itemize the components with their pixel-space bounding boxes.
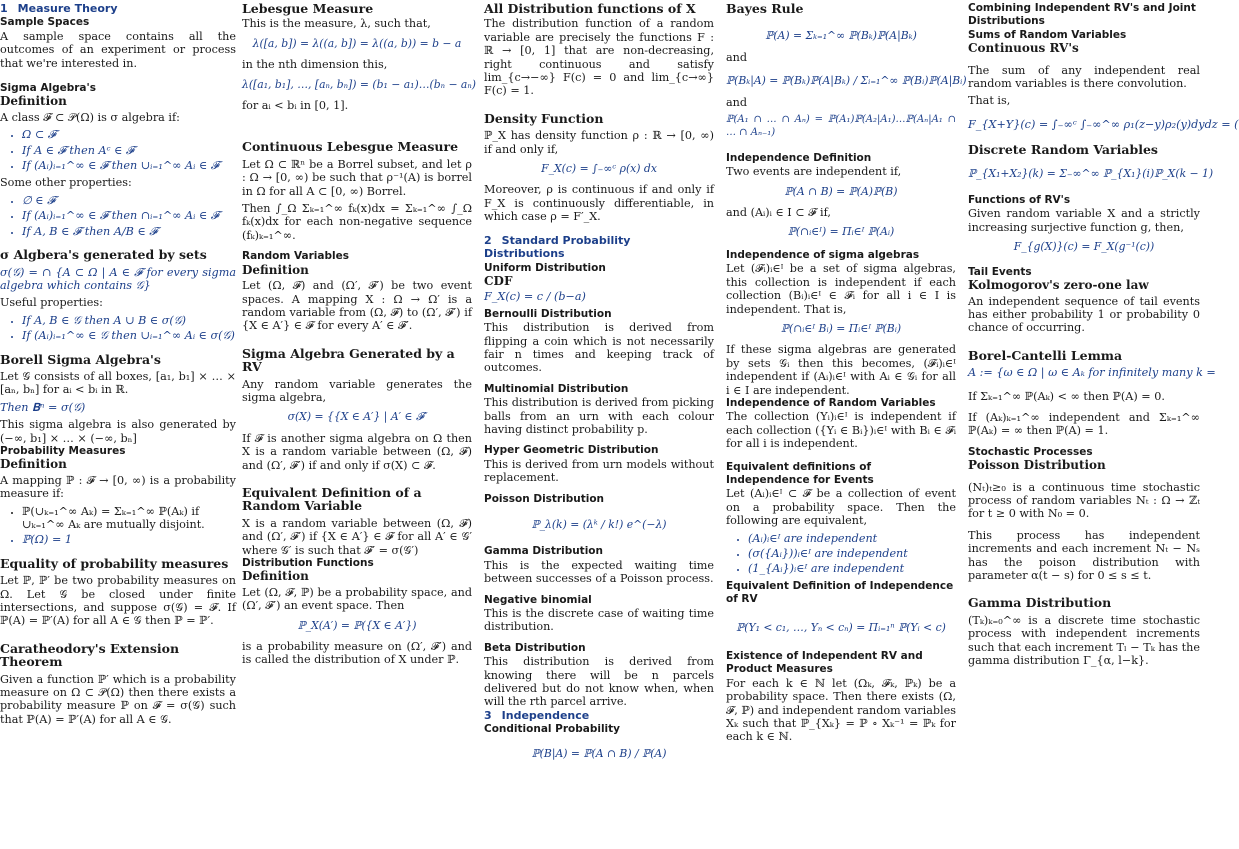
bayes-equation-1: ℙ(A) = Σₖ₌₁^∞ ℙ(Bₖ)ℙ(A|Bₖ) [765,29,917,43]
probability-measure-text: A mapping ℙ : 𝓕 → [0, ∞) is a probability measure if: [0,473,236,501]
gamma-heading: Gamma Distribution [484,545,603,558]
distribution-equation: ℙ_X(A′) = ℙ({X ∈ A′}) [297,618,417,632]
independence-sigma-text-2: If these sigma algebras are generated by sets 𝒢ᵢ then this becomes, (𝓕ᵢ)ᵢ∈ᴵ independent if (Aᵢ)ᵢ∈ᴵ with Aᵢ ∈ 𝒢ᵢ for all i ∈ I are independent. [726,343,956,397]
sums-heading: Sums of Random Variables [968,28,1127,41]
beta-text: This distribution is derived from knowing there will be n parcels delivered but do not know when, when will the rth parcel arrive. [484,655,714,709]
probability-measures-heading: Probability Measures [0,444,126,457]
borell-text: Let 𝒢 consists of all boxes, [a₁, b₁] × … × [aₙ, bₙ] for aᵢ < bᵢ in ℝ. [0,369,236,397]
sigma-algebras-heading: Sigma Algebra's [0,82,96,95]
sigma-generated-text: Any random variable generates the sigma algebra, [242,377,472,404]
list-item: • Ω ⊂ 𝓕 [22,128,236,141]
nth-dimension-equation: λ([a₁, b₁], …, [aₙ, bₙ]) = (b₁ − a₁)…(bₙ − aₙ) [242,77,476,91]
combining-heading: Combining Independent RV's and Joint Distributions [968,2,1196,28]
existence-text: For each k ∈ ℕ let (Ωₖ, 𝓕ₖ, ℙₖ) be a probability space. Then there exists (Ω, 𝓕, ℙ) and independent random variables Xₖ such that ℙ_{Xₖ} = ℙ ∘ Xₖ⁻¹ = ℙₖ for each k ∈ ℕ. [726,676,956,744]
caratheodory-text: Given a function ℙ′ which is a probability measure on Ω ⊂ 𝒫(Ω) then there exists a probability measure ℙ on 𝓕 = σ(𝒢) such that ℙ(A) = ℙ′(A) for all A ∈ 𝒢. [0,672,236,726]
borel-cantelli-equation: A := {ω ∈ Ω | ω ∈ Aₖ for infinitely many k = [968,366,1216,380]
independence-rv-text: The collection (Yᵢ)ᵢ∈ᴵ is independent if each collection ({Yᵢ ∈ Bᵢ})ᵢ∈ᴵ with Bᵢ ∈ 𝓕ᵢ for all i is independent. [726,410,956,451]
column-2 [242,1,476,671]
useful-properties-text: Useful properties: [0,296,103,310]
negative-binomial-heading: Negative binomial [484,593,592,606]
other-properties-list [0,194,236,238]
sigma-generated-rv-heading: Sigma Algebra Generated by a RV [242,345,455,375]
distribution-text: Let (Ω, 𝓕, ℙ) be a probability space, and (Ω′, 𝓕′) an event space. Then [242,585,472,613]
multinomial-heading: Multinomial Distribution [484,382,629,395]
that-is-text: That is, [968,94,1011,108]
density-text-2: Moreover, ρ is continuous if and only if F_X is continuously differentiable, in which case ρ = F′_X. [484,183,714,224]
sigma-definition-list [0,128,236,172]
section-title: Measure Theory [17,2,118,15]
list-item: • ∅ ∈ 𝓕 [22,194,236,207]
independence-rv-heading: Independence of Random Variables [726,396,936,409]
lebesgue-text: This is the measure, λ, such that, [242,17,431,31]
independence-definition-text: Two events are independent if, [726,165,902,179]
list-item: • If A, B ∈ 𝒢 then A ∪ B ∈ σ(𝒢) [22,314,236,327]
conditional-probability-equation: ℙ(B|A) = ℙ(A ∩ B) / ℙ(A) [531,746,667,760]
poisson-equation: ℙ_λ(k) = (λᵏ / k!) e^(−λ) [531,518,667,531]
bernoulli-text: This distribution is derived from flipping a coin which is not necessarily fair n times and keeping track of outcomes. [484,321,714,375]
beta-heading: Beta Distribution [484,641,586,654]
definition-heading: Definition [0,457,67,472]
density-equation: F_X(c) = ∫₋∞ᶜ ρ(x) dx [541,162,657,176]
probability-measure-list [0,505,236,547]
distribution-functions-heading: Distribution Functions [242,557,374,569]
section-number: 1 [0,2,8,15]
sigma-generated-equation: σ(X) = {{X ∈ A′} | A′ ∈ 𝓕′ [287,410,427,424]
borell-then: Then 𝐁ⁿ = σ(𝒢) [0,400,86,414]
density-heading: Density Function [484,110,604,126]
lebesgue-equation: λ([a, b]) = λ((a, b]) = λ((a, b)) = b − a [252,36,462,50]
kolmogorov-text: An independent sequence of tail events has either probability 1 or probability 0 chance of occurring. [968,294,1200,335]
hypergeometric-heading: Hyper Geometric Distribution [484,444,659,457]
random-variables-heading: Random Variables [242,250,349,263]
column-4 [726,1,967,748]
gamma-text: This is the expected waiting time between successes of a Poisson process. [484,558,714,586]
poisson-heading: Poisson Distribution [484,492,605,505]
and-text: and [726,50,748,64]
list-item: • (1_{Aᵢ})ᵢ∈ᴵ are independent [748,562,956,575]
equivalent-definition-text: X is a random variable between (Ω, 𝓕) and (Ω′, 𝓕′) if {X ∈ A′} ∈ 𝓕 for all A′ ∈ 𝒢′ where 𝒢′ is such that 𝓕′ = σ(𝒢′) [242,516,472,557]
convolution-equation: F_{X+Y}(c) = ∫₋∞ᶜ ∫₋∞^∞ ρ₁(z−y)ρ₂(y)dydz = ( [968,117,1239,131]
random-variable-text: Let (Ω, 𝓕) and (Ω′, 𝓕′) be two event spaces. A mapping X : Ω → Ω′ is a random variable from (Ω, 𝓕) to (Ω′, 𝓕′) if {X ∈ A′} ∈ 𝓕 for every A′ ∈ 𝓕′. [242,279,472,333]
equivalent-independence-heading: Equivalent definitions of Independence for Events [726,460,874,486]
hypergeometric-text: This is derived from urn models without replacement. [484,457,714,485]
gamma-distribution-text: (Tₖ)ₖ₌₀^∞ is a discrete time stochastic process with independent increments such that each increment Tₗ − Tₖ has the gamma distribution Γ_{α, l−k}. [968,613,1200,668]
independence-text-2: and (Aᵢ)ᵢ ∈ I ⊂ 𝓕 if, [726,206,831,220]
equivalent-independence-text: Let (Aᵢ)ᵢ∈ᴵ ⊂ 𝓕 be a collection of event on a probability space. Then the following are equivalent, [726,487,956,528]
continuous-lebesgue-heading: Continuous Lebesgue Measure [242,139,459,155]
other-properties-text: Some other properties: [0,176,132,190]
nth-dimension-text: in the nth dimension this, [242,58,388,72]
equivalent-definition-heading: Equivalent Definition of a Random Variable [242,484,422,514]
borel-cantelli-text-1: If Σₖ₌₁^∞ ℙ(Aₖ) < ∞ then ℙ(A) = 0. [968,389,1165,403]
list-item: • ℙ(Ω) = 1 [22,533,236,546]
density-text: ℙ_X has density function ρ : ℝ → [0, ∞) if and only if, [484,129,714,156]
discrete-equation: ℙ_{X₁+X₂}(k) = Σ₋∞^∞ ℙ_{X₁}(i)ℙ_X(k − 1) [968,166,1214,180]
multinomial-text: This distribution is derived from picking balls from an urn with each colour having distinct probability p. [484,396,714,436]
uniform-heading: Uniform Distribution [484,261,606,274]
borell-also: This sigma algebra is also generated by (−∞, b₁] × … × (−∞, bₙ] [0,418,236,445]
list-item: • If A, B ∈ 𝓕 then A/B ∈ 𝓕 [22,225,236,238]
all-distribution-text: The distribution function of a random variable are precisely the functions F : ℝ → [0, 1] that are non-decreasing, right continuous and satisfy lim_{c→−∞} F(c) = 0 and lim_{c→∞} F(c) = 1. [484,17,714,98]
sigma-generated-text-2: If 𝓕 is another sigma algebra on Ω then X is a random variable between (Ω, 𝓕) and (Ω′, 𝓕′) if and only if σ(X) ⊂ 𝓕. [242,431,472,472]
tail-events-heading: Tail Events [968,265,1032,278]
definition-heading: Definition [242,569,309,584]
section-number: 2 [484,233,492,247]
list-item: • ℙ(∪ₖ₌₁^∞ Aₖ) = Σₖ₌₁^∞ ℙ(Aₖ) if ∪ₖ₌₁^∞ Aₖ are mutually disjoint. [22,505,236,532]
independence-sigma-equation: ℙ(∩ᵢ∈ᴵ Bᵢ) = Πᵢ∈ᴵ ℙ(Bᵢ) [780,321,902,335]
section-1-heading [0,2,236,15]
section-title: Independence [501,708,590,722]
generated-sigma-definition: σ(𝒢) = ∩ {A ⊂ Ω | A ∈ 𝓕 for every sigma algebra which contains 𝒢} [0,265,236,292]
definition-heading: Definition [242,262,309,277]
equivalent-rv-heading: Equivalent Definition of Independence of RV [726,579,954,606]
continuous-rv-heading: Continuous RV's [968,41,1079,56]
list-item: • If (Aᵢ)ᵢ₌₁^∞ ∈ 𝓕 then ∩ᵢ₌₁^∞ Aᵢ ∈ 𝓕 [22,209,236,222]
lebesgue-heading: Lebesgue Measure [242,1,374,16]
poisson-process-text-1: (Nₜ)ₜ≥₀ is a continuous time stochastic process of random variables Nₜ : Ω → ℤₜ for t ≥ 0 with N₀ = 0. [968,480,1200,521]
bernoulli-heading: Bernoulli Distribution [484,307,612,320]
functions-rv-text: Given random variable X and a strictly increasing surjective function g, then, [968,207,1200,234]
independence-equation-1: ℙ(A ∩ B) = ℙ(A)ℙ(B) [784,184,898,198]
negative-binomial-text: This is the discrete case of waiting time distribution. [484,607,714,634]
column-5 [968,2,1239,671]
section-number: 3 [484,708,492,722]
equivalent-independence-list [726,532,956,576]
poisson-distribution-heading: Poisson Distribution [968,458,1106,473]
equality-heading: Equality of probability measures [0,555,229,571]
cdf-equation: F_X(c) = c / (b−a) [484,290,586,304]
section-title: Standard Probability Distributions [484,233,631,261]
bayes-equation-3: ℙ(A₁ ∩ … ∩ Aₙ) = ℙ(A₁)ℙ(A₂|A₁)…ℙ(Aₙ|A₁ ∩ … ∩ Aₙ₋₁) [726,114,956,139]
and-text: and [726,95,748,109]
equality-text: Let ℙ, ℙ′ be two probability measures on Ω. Let 𝒢 be closed under finite intersections, and suppose σ(𝒢) = 𝓕. If ℙ(A) = ℙ′(A) for all A ∈ 𝒢 then ℙ = ℙ′. [0,574,236,628]
for-text: for aᵢ < bᵢ in [0, 1]. [242,99,349,113]
caratheodory-heading: Caratheodory's Extension Theorem [0,640,180,670]
existence-heading: Existence of Independent RV and Product Measures [726,650,923,676]
definition-heading: Definition [0,94,67,109]
independence-sigma-heading: Independence of sigma algebras [726,248,920,261]
column-3 [484,2,714,768]
discrete-rv-heading: Discrete Random Variables [968,142,1158,158]
borel-cantelli-text-2: If (Aₖ)ₖ₌₁^∞ independent and Σₖ₌₁^∞ ℙ(Aₖ) = ∞ then ℙ(A) = 1. [968,410,1200,438]
generated-sigma-heading: σ Algbera's generated by sets [0,247,207,263]
functions-equation: F_{g(X)}(c) = F_X(g⁻¹(c)) [1013,240,1155,254]
cdf-heading: CDF [484,273,513,288]
gamma-distribution-heading: Gamma Distribution [968,595,1112,611]
continuous-lebesgue-text: Let Ω ⊂ ℝⁿ be a Borrel subset, and let ρ : Ω → [0, ∞) be such that ρ⁻¹(A) is borrel in Ω for all A ⊂ [0, ∞) Borrel. [242,157,472,198]
equivalent-rv-equation: ℙ(Y₁ < c₁, …, Yₙ < cₙ) = Πᵢ₌₁ⁿ ℙ(Yᵢ < c) [736,620,946,634]
section-3-heading [484,709,714,722]
distribution-text-2: is a probability measure on (Ω′, 𝓕′) and is called the distribution of X under ℙ. [242,640,472,667]
list-item: • If (Aᵢ)ᵢ₌₁^∞ ∈ 𝓕 then ∪ᵢ₌₁^∞ Aᵢ ∈ 𝓕 [22,159,236,172]
list-item: • If A ∈ 𝓕 then Aᶜ ∈ 𝓕 [22,144,236,157]
sigma-definition-text: A class 𝓕 ⊂ 𝒫(Ω) is σ algebra if: [0,110,180,124]
borell-heading: Borell Sigma Algebra's [0,351,161,367]
then-text: Then ∫_Ω Σₖ₌₁^∞ fₖ(x)dx = Σₖ₌₁^∞ ∫_Ω fₖ(x)dx for each non-negative sequence (fₖ)ₖ₌₁^∞. [242,202,472,242]
all-distribution-heading: All Distribution functions of X [484,1,696,16]
stochastic-processes-heading: Stochastic Processes [968,445,1093,458]
column-1 [0,2,236,730]
kolmogorov-heading: Kolmogorov's zero-one law [968,278,1149,293]
independence-definition-heading: Independence Definition [726,151,872,164]
continuous-rv-text: The sum of any independent real random variables is there convolution. [968,63,1200,91]
independence-sigma-text: Let (𝓕ᵢ)ᵢ∈ᴵ be a set of sigma algebras, this collection is independent if each collection (Bᵢ)ᵢ∈ᴵ ∈ 𝓕ᵢ for all i ∈ I is independent. That is, [726,262,956,316]
bayes-heading: Bayes Rule [726,1,804,16]
section-2-heading [484,234,714,261]
poisson-process-text-2: This process has independent increments and each increment Nₜ − Nₛ has the poison distribution with parameter α(t − s) for 0 ≤ s ≤ t. [968,528,1200,582]
list-item: • If (Aᵢ)ᵢ₌₁^∞ ∈ 𝒢 then ∪ᵢ₌₁^∞ Aᵢ ∈ σ(𝒢) [22,329,236,342]
functions-rv-heading: Functions of RV's [968,194,1071,207]
bayes-equation-2: ℙ(Bₖ|A) = ℙ(Bₖ)ℙ(A|Bₖ) / Σᵢ₌₁^∞ ℙ(Bᵢ)ℙ(A|Bᵢ) [726,74,967,88]
independence-equation-2: ℙ(∩ᵢ∈ᴵ) = Πᵢ∈ᴵ ℙ(Aᵢ) [787,225,895,239]
sample-spaces-heading: Sample Spaces [0,16,90,29]
list-item: • (σ({Aᵢ}))ᵢ∈ᴵ are independent [748,547,956,560]
conditional-probability-heading: Conditional Probability [484,723,621,736]
useful-properties-list [0,314,236,343]
sample-spaces-text: A sample space contains all the outcomes of an experiment or process that we're interested in. [0,29,236,70]
borel-cantelli-heading: Borel-Cantelli Lemma [968,347,1123,363]
list-item: • (Aᵢ)ᵢ∈ᴵ are independent [748,532,956,545]
